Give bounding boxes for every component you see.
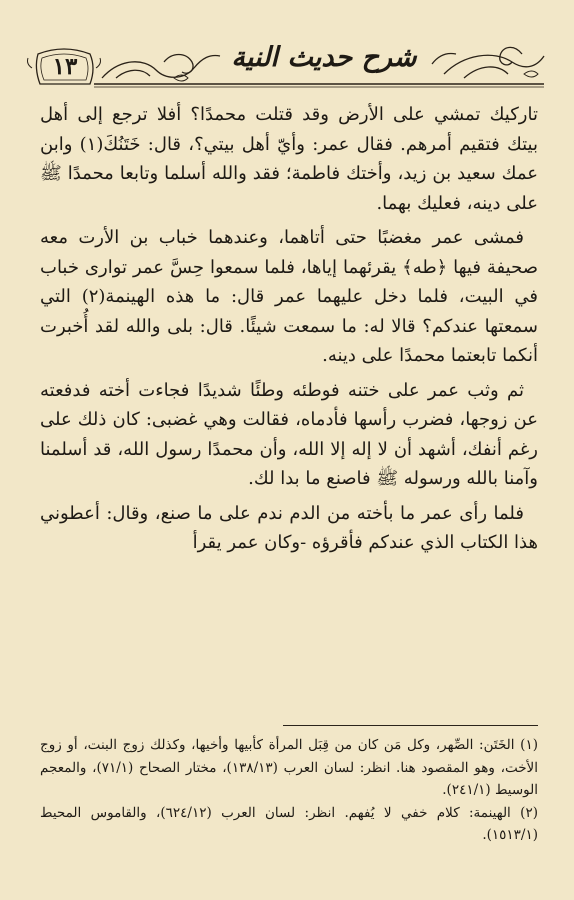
main-text xyxy=(40,100,538,558)
paragraph: فمشى عمر مغضبًا حتى أتاهما، وعندهما خباب بن الأرت معه صحيفة فيها ﴿طه﴾ يقرئهما إياها، فلما سمعوا حِسَّ عمر توارى خباب في البيت، فلما دخل عليهما عمر قال: ما هذه الهينمة(٢) التي سمعتها عندكم؟ قالا له: ما سمعت شيئًا. قال: بلى والله لقد أُخبرت أنكما تابعتما محمدًا على دينه. xyxy=(40,227,538,366)
footnote: (١) الخَتَن: الصِّهر، وكل مَن كان من قِبَل المرأة كأبيها وأخيها، وكذلك زوج البنت، أو زوج الأخت، وهو المقصود هنا. انظر: لسان العرب (١٣٨/١٣)، مختار الصحاح (٧١/١)، والمعجم الوسيط (٢٤١/١). xyxy=(40,737,538,798)
footnotes xyxy=(40,734,538,847)
page-number: ١٣ xyxy=(52,53,78,80)
paragraph: تاركيك تمشي على الأرض وقد قتلت محمدًا؟ أفلا ترجع إلى أهل بيتك فتقيم أمرهم. فقال عمر: وأيّ أهل بيتي؟، قال: خَتَنُكَ(١) وابن عمك سعيد بن زيد، وأختك فاطمة؛ فقد والله أسلما وتابعا محمدًا ﷺ على دينه، فعليك بهما. xyxy=(40,104,538,214)
footnote: (٢) الهينمة: كلام خفي لا يُفهم. انظر: لسان العرب (٦٢٤/١٢)، والقاموس المحيط (١٥١٣/١). xyxy=(40,804,538,843)
paragraph: فلما رأى عمر ما بأخته من الدم ندم على ما صنع، وقال: أعطوني هذا الكتاب الذي عندكم فأقرؤه -وكان عمر يقرأ xyxy=(40,502,538,553)
page-header xyxy=(24,34,552,90)
paragraph: ثم وثب عمر على ختنه فوطئه وطئًا شديدًا فجاءت أخته فدفعته عن زوجها، فضرب رأسها فأدماه، فقالت وهي غضبى: كان ذلك على رغم أنفك، أشهد أن لا إله إلا الله، وأن محمدًا رسول الله، قد أسلمنا وآمنا بالله ورسوله ﷺ فاصنع ما بدا لك. xyxy=(40,379,538,489)
running-title: شرح حديث النية xyxy=(231,42,417,73)
footnote-separator xyxy=(283,725,538,726)
